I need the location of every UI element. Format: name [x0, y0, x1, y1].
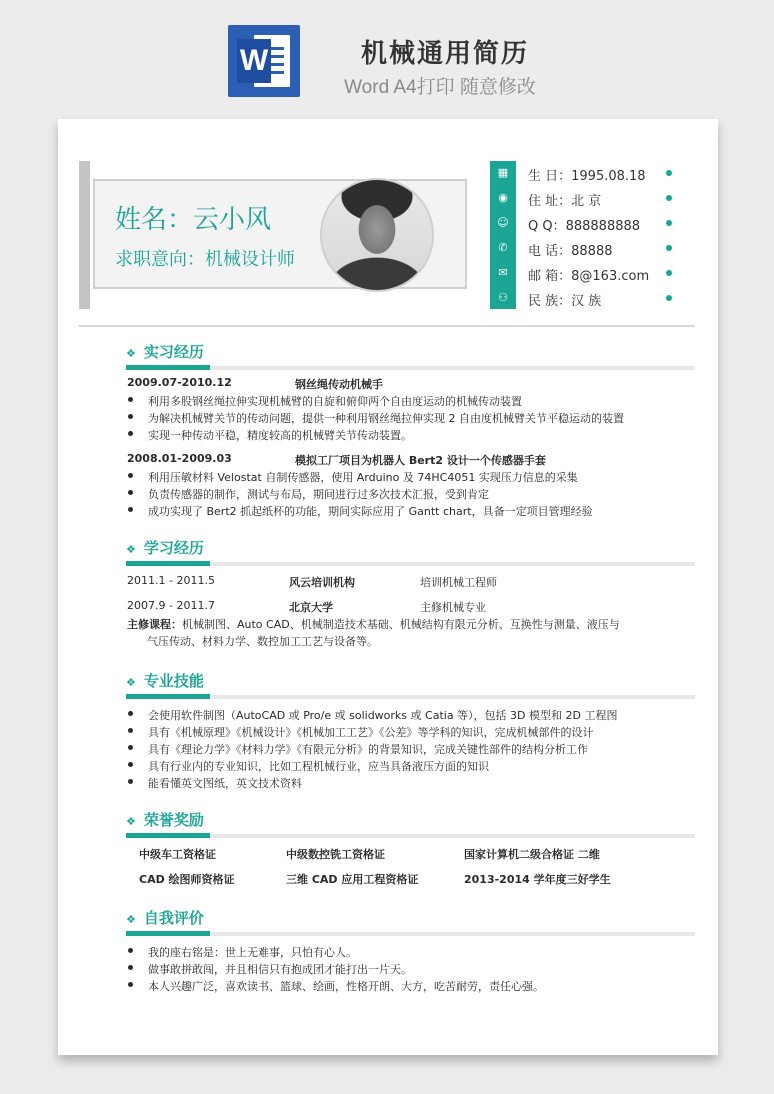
info-birthday: 生 日：1995.08.18 — [528, 169, 646, 184]
info-dot — [666, 220, 672, 226]
section-title: ❖ 实习经历 — [126, 343, 204, 361]
info-dot — [666, 270, 672, 276]
award-item: 国家计算机二级合格证 二维 — [464, 848, 600, 861]
course-line: 气压传动、材料力学、数控加工工艺与设备等。 — [147, 635, 378, 648]
diamond-icon: ❖ — [126, 815, 136, 828]
info-ethnicity: 民 族：汉 族 — [528, 294, 602, 309]
job-date: 2009.07-2010.12 — [127, 376, 232, 389]
people-icon: ⚇ — [498, 291, 508, 304]
info-dot — [666, 295, 672, 301]
word-logo-icon: W — [228, 25, 300, 97]
banner-subtitle: Word A4打印 随意修改 — [344, 77, 536, 98]
header-side-bar — [79, 161, 90, 309]
diamond-icon: ❖ — [126, 913, 136, 926]
phone-icon: ✆ — [498, 241, 508, 254]
info-qq: Q Q：888888888 — [528, 219, 641, 234]
qq-icon: ☺ — [497, 216, 509, 229]
award-item: 2013-2014 学年度三好学生 — [464, 873, 611, 886]
banner — [0, 0, 774, 110]
candidate-name: 姓名：云小风 — [115, 205, 272, 235]
section-title: ❖ 专业技能 — [126, 672, 204, 690]
job-role: 模拟工厂项目为机器人 Bert2 设计一个传感器手套 — [295, 454, 546, 467]
award-item: 三维 CAD 应用工程资格证 — [286, 873, 419, 886]
info-email: 邮 箱：8@163.com — [528, 269, 650, 284]
info-phone: 电 话：88888 — [528, 244, 613, 259]
edu-date: 2011.1 - 2011.5 — [127, 574, 215, 587]
diamond-icon: ❖ — [126, 676, 136, 689]
section-title: ❖ 自我评价 — [126, 909, 204, 927]
avatar — [320, 178, 434, 292]
edu-date: 2007.9 - 2011.7 — [127, 599, 215, 612]
job-intent: 求职意向：机械设计师 — [115, 249, 295, 270]
edu-major: 培训机械工程师 — [420, 576, 497, 589]
edu-school: 风云培训机构 — [289, 576, 355, 589]
award-item: 中级车工资格证 — [139, 848, 216, 861]
award-item: 中级数控铣工资格证 — [286, 848, 385, 861]
job-date: 2008.01-2009.03 — [127, 452, 232, 465]
course-line: 主修课程：机械制图、Auto CAD、机械制造技术基础、机械结构有限元分析、互换性与测量、液压与 — [127, 618, 620, 631]
info-address: 住 址：北 京 — [528, 194, 602, 209]
diamond-icon: ❖ — [126, 347, 136, 360]
diamond-icon: ❖ — [126, 543, 136, 556]
resume-page: 姓名：云小风 求职意向：机械设计师 ▦ ◉ ☺ ✆ ✉ ⚇ 生 日：1995.08.18 住 址：北 京 Q Q：888888888 电 话：88888 邮 箱：8@163.com 民 族：汉 族 ❖ 实习经历 2009.07-2010.12 钢丝绳传动机械手 利用多股钢丝绳拉伸实现机械臂的自旋和俯仰两个自由度运动的机械传动装置 为解决机械臂关节的传动问题，提供一种利用钢丝绳拉伸实现 2 自由度机械臂关节平稳运动的装置 实现一种传动平稳，精度较高的机械臂关节传动装置。 2008.01-2009.03 模拟工厂项目为机器人 Bert2 设计一个传感器手套 利用压敏材料 Velostat 自制传感器，使用 Arduino 及 74HC4051 实现压力信息的采集 负责传感器的制作，测试与布局，期间进行过多次技术汇报，受到肯定 成功实现了 Bert2 抓起纸杯的功能，期间实际应用了 Gantt chart，具备一定项目管理经验 ❖ 学习经历 2011.1 - 2011.5 风云培训机构 培训机械工程师 2007.9 - 2011.7 北京大学 主修机械专业 主修课程：机械制图、Auto CAD、机械制造技术基础、机械结构有限元分析、互换性与测量、液压与 气压传动、材料力学、数控加工工艺与设备等。 ❖ 专业技能 会使用软件制图（AutoCAD 或 Pro/e 或 solidworks 或 Catia 等），包括 3D 模型和 2D 工程图 具有《机械原理》《机械设计》《机械加工工艺》《公差》等学科的知识，完成机械部件的设计 具有《理论力学》《材料力学》《有限元分析》的背景知识，完成关键性部件的结构分析工作 具有行业内的专业知识，比如工程机械行业，应当具备液压方面的知识 能看懂英文图纸，英文技术资料 ❖ 荣誉奖励 中级车工资格证 中级数控铣工资格证 国家计算机二级合格证 二维 CAD 绘图师资格证 三维 CAD 应用工程资格证 2013-2014 学年度三好学生 ❖ 自我评价 我的座右铭是：世上无难事，只怕有心人。 做事敢拼敢闯，并且相信只有抱成团才能打出一片天。 本人兴趣广泛，喜欢读书、篮球、绘画，性格开朗、大方，吃苦耐劳，责任心强。 — [58, 119, 718, 1055]
info-dot — [666, 170, 672, 176]
location-icon: ◉ — [498, 191, 508, 204]
info-dot — [666, 245, 672, 251]
header-divider — [79, 325, 695, 327]
mail-icon: ✉ — [498, 266, 508, 279]
section-title: ❖ 学习经历 — [126, 539, 204, 557]
section-title: ❖ 荣誉奖励 — [126, 811, 204, 829]
info-dot — [666, 195, 672, 201]
calendar-icon: ▦ — [497, 166, 509, 179]
edu-school: 北京大学 — [289, 601, 333, 614]
info-icon-column — [490, 161, 516, 309]
award-item: CAD 绘图师资格证 — [139, 873, 235, 886]
job-role: 钢丝绳传动机械手 — [295, 378, 383, 391]
banner-title: 机械通用简历 — [360, 39, 529, 69]
edu-major: 主修机械专业 — [420, 601, 486, 614]
